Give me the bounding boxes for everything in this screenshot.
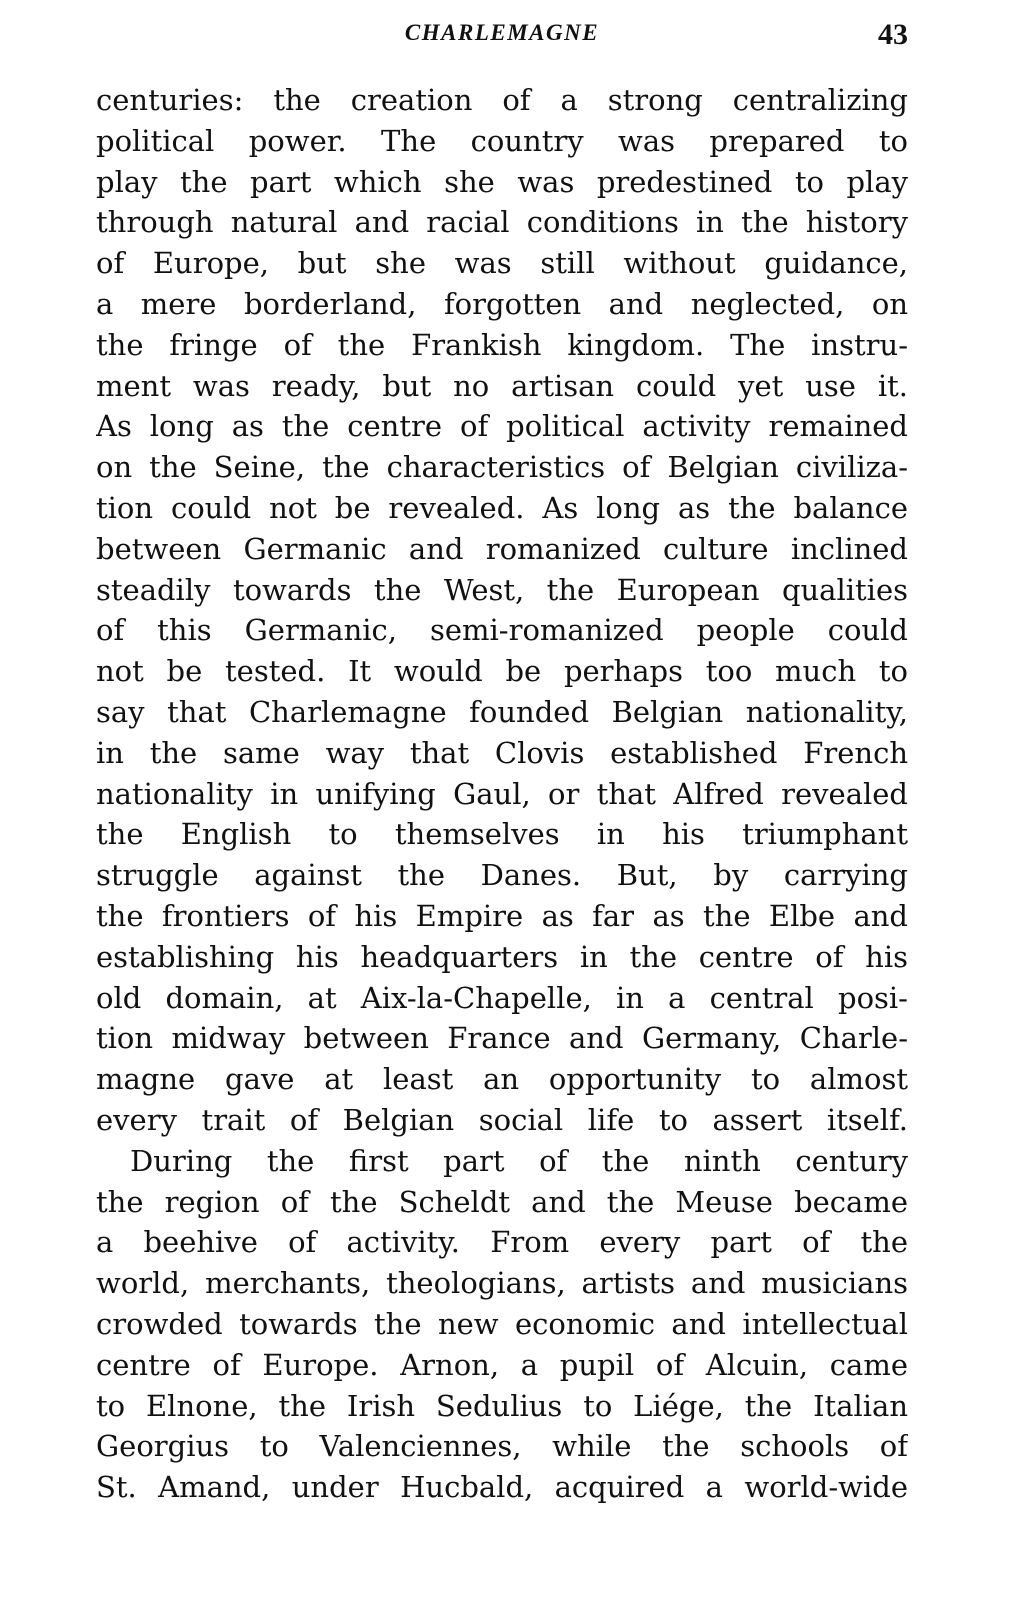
text-line: a mere borderland, forgotten and neglected, on	[96, 286, 908, 321]
text-line: between Germanic and romanized culture inclined	[96, 531, 908, 566]
running-head	[96, 14, 908, 54]
text-line: of Europe, but she was still without guidance,	[96, 246, 908, 281]
text-line: the fringe of the Frankish kingdom. The instru-	[96, 327, 908, 362]
page-number: 43	[878, 18, 908, 51]
paragraph-start-line: During the first part of the ninth century	[130, 1143, 908, 1178]
text-line: tion midway between France and Germany, Charle-	[96, 1021, 908, 1056]
text-line: nationality in unifying Gaul, or that Alfred revealed	[96, 776, 908, 811]
text-line: tion could not be revealed. As long as the balance	[96, 490, 908, 525]
running-title: CHARLEMAGNE	[404, 20, 600, 45]
text-line: in the same way that Clovis established French	[96, 735, 908, 770]
text-line: centre of Europe. Arnon, a pupil of Alcuin, came	[96, 1347, 908, 1382]
text-line: the region of the Scheldt and the Meuse became	[96, 1184, 908, 1219]
text-line: through natural and racial conditions in the history	[96, 205, 908, 240]
text-line: say that Charlemagne founded Belgian nationality,	[96, 694, 908, 729]
text-line: Georgius to Valenciennes, while the schools of	[96, 1429, 908, 1464]
text-line: not be tested. It would be perhaps too much to	[96, 654, 908, 689]
text-line: struggle against the Danes. But, by carrying	[96, 858, 908, 893]
body-text	[96, 80, 908, 1508]
text-line: old domain, at Aix-la-Chapelle, in a central posi-	[96, 980, 908, 1015]
text-line: St. Amand, under Hucbald, acquired a world-wide	[96, 1470, 908, 1505]
text-line: a beehive of activity. From every part of the	[96, 1225, 908, 1260]
text-line: ment was ready, but no artisan could yet use it.	[96, 368, 908, 403]
text-line: crowded towards the new economic and intellectual	[96, 1306, 908, 1341]
text-line: to Elnone, the Irish Sedulius to Liége, the Italian	[96, 1388, 908, 1423]
text-line: on the Seine, the characteristics of Belgian civiliza-	[96, 450, 908, 485]
text-line: establishing his headquarters in the centre of his	[96, 939, 908, 974]
text-line: the frontiers of his Empire as far as the Elbe and	[96, 898, 908, 933]
text-line: steadily towards the West, the European qualities	[96, 572, 908, 607]
text-line: the English to themselves in his triumphant	[96, 817, 908, 852]
text-line: magne gave at least an opportunity to almost	[96, 1062, 908, 1097]
text-line: centuries: the creation of a strong centralizing	[96, 83, 908, 117]
text-line: As long as the centre of political activity remained	[96, 409, 908, 444]
text-line: political power. The country was prepared to	[96, 123, 908, 158]
text-line: of this Germanic, semi-romanized people could	[96, 613, 908, 648]
text-line: world, merchants, theologians, artists and musicians	[96, 1266, 908, 1301]
text-line: play the part which she was predestined to play	[96, 164, 908, 199]
paragraph-end-line: every trait of Belgian social life to assert itself.	[96, 1102, 908, 1137]
